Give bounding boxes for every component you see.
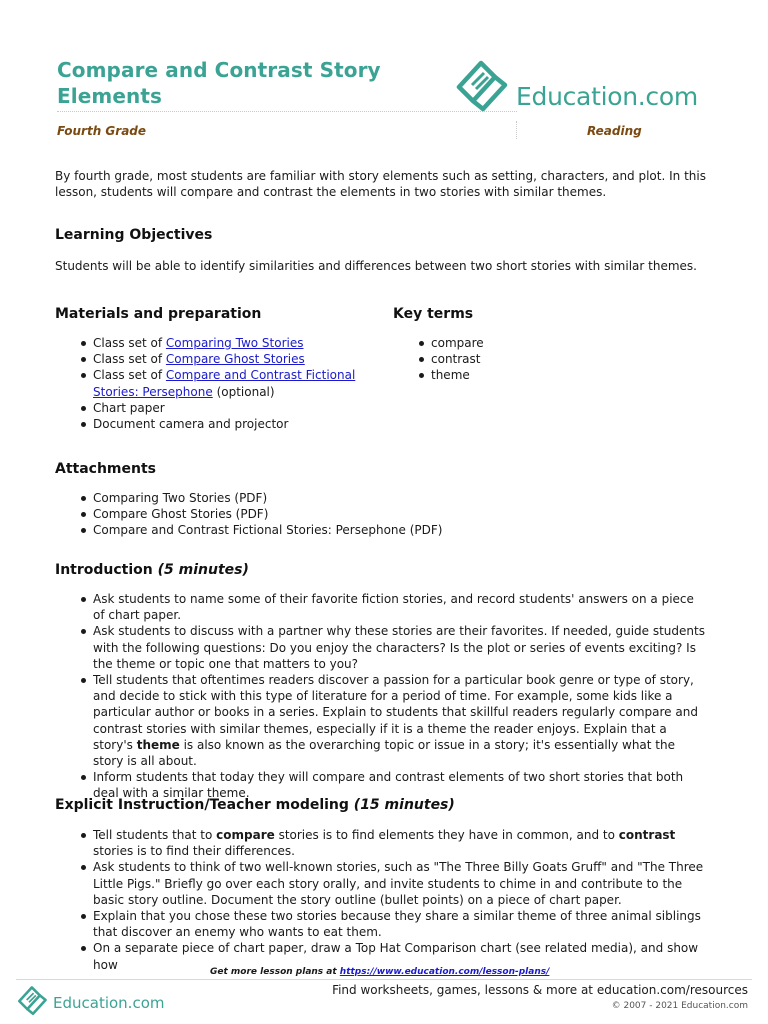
key-term: theme	[393, 367, 693, 383]
list-item: Chart paper	[55, 400, 365, 416]
list-item: Ask students to think of two well-known stories, such as "The Three Billy Goats Gruff" and "The Three Little Pigs." Briefly go over each story orally, and invite students to chime in and contribute to the basic story outline. Document the story outline (bullet points) on a piece of chart paper.	[55, 859, 715, 908]
objectives-heading: Learning Objectives	[55, 227, 213, 243]
meta-divider	[516, 121, 517, 139]
subject-label: Reading	[587, 124, 642, 138]
explicit-duration: (15 minutes)	[353, 797, 455, 813]
explicit-instruction-heading: Explicit Instruction/Teacher modeling (15 minutes)	[55, 797, 455, 813]
grade-label: Fourth Grade	[57, 124, 147, 138]
introduction-heading: Introduction (5 minutes)	[55, 562, 249, 578]
footer-divider	[16, 979, 752, 980]
attachments-heading: Attachments	[55, 461, 157, 477]
materials-heading: Materials and preparation	[55, 306, 262, 322]
lesson-plans-link[interactable]: https://www.education.com/lesson-plans/	[339, 967, 550, 977]
objectives-text: Students will be able to identify similarities and differences between two short stories with similar themes.	[55, 259, 697, 273]
key-terms-heading: Key terms	[393, 306, 474, 322]
brand-name: Education.com	[516, 82, 698, 111]
list-item: Ask students to discuss with a partner why these stories are their favorites. If needed, guide students with the following questions: Do you enjoy the characters? Is the plot or series of events exciting? Is the theme or topic one that matters to you?	[55, 623, 705, 672]
introduction-list	[55, 591, 705, 802]
list-item: Class set of Compare and Contrast Fictional Stories: Persephone (optional)	[55, 367, 365, 399]
key-term: contrast	[393, 351, 693, 367]
list-item: On a separate piece of chart paper, draw a Top Hat Comparison chart (see related media), and show how	[55, 940, 715, 972]
attachment-item: Compare and Contrast Fictional Stories: Persephone (PDF)	[55, 522, 715, 538]
material-link-persephone[interactable]: Compare and Contrast Fictional Stories: Persephone	[93, 368, 356, 399]
list-item: Explain that you chose these two stories because they share a similar theme of three animal siblings that discover an enemy who wants to eat them.	[55, 908, 715, 940]
attachments-list	[55, 490, 715, 539]
footer-resources-text: Find worksheets, games, lessons & more at education.com/resources	[332, 983, 748, 997]
list-item: Tell students that to compare stories is to find elements they have in common, and to contrast stories is to find their differences.	[55, 827, 715, 859]
intro-paragraph: By fourth grade, most students are familiar with story elements such as setting, characters, and plot. In this lesson, students will compare and contrast the elements in two stories with similar themes.	[55, 169, 706, 199]
material-link-compare-ghost-stories[interactable]: Compare Ghost Stories	[165, 352, 305, 367]
footer-cta: Get more lesson plans at https://www.education.com/lesson-plans/	[210, 967, 550, 977]
education-logo-icon	[455, 57, 511, 113]
attachment-item: Compare Ghost Stories (PDF)	[55, 506, 715, 522]
footer-logo-icon	[17, 984, 49, 1016]
materials-list	[55, 335, 365, 432]
footer-copyright: © 2007 - 2021 Education.com	[611, 1001, 748, 1011]
footer-brand: Education.com	[53, 994, 165, 1012]
explicit-list	[55, 827, 715, 973]
attachment-item: Comparing Two Stories (PDF)	[55, 490, 715, 506]
list-item: Class set of Compare Ghost Stories	[55, 351, 365, 367]
list-item: Tell students that oftentimes readers discover a passion for a particular book genre or type of story, and decide to stick with this type of literature for a period of time. For example, some kids like a particular author or books in a series. Explain to students that skillful readers regularly compare and contrast stories with similar themes, especially if it is a theme the reader enjoys. Explain that a story's theme is also known as the overarching topic or issue in a story; it's essentially what the story is all about.	[55, 672, 705, 769]
title-divider	[57, 111, 517, 112]
list-item: Inform students that today they will compare and contrast elements of two short stories that both deal with a similar theme.	[55, 769, 705, 801]
introduction-duration: (5 minutes)	[157, 562, 249, 578]
key-terms-list	[393, 335, 693, 384]
material-link-comparing-two-stories[interactable]: Comparing Two Stories	[165, 336, 304, 350]
page-title: Compare and Contrast Story Elements	[57, 58, 381, 108]
list-item: Ask students to name some of their favorite fiction stories, and record students' answers on a piece of chart paper.	[55, 591, 705, 623]
list-item: Class set of Comparing Two Stories	[55, 335, 365, 351]
list-item: Document camera and projector	[55, 416, 365, 432]
key-term: compare	[393, 335, 693, 351]
